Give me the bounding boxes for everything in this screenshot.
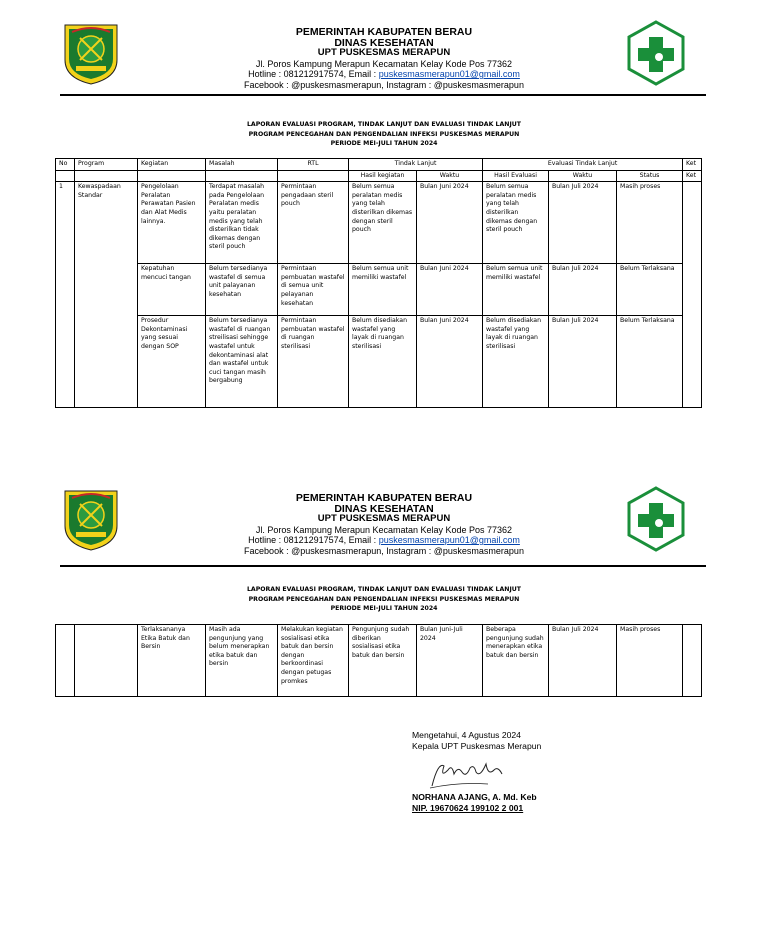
agency-name: DINAS KESEHATAN: [334, 36, 434, 49]
table-row: [56, 625, 702, 697]
cell-ket: [683, 182, 702, 408]
table-row: [56, 316, 702, 408]
cell-waktu-eval: Bulan Juli 2024: [549, 316, 617, 408]
title-line-2: PROGRAM PENCEGAHAN DAN PENGENDALIAN INFEKSI PUSKESMAS MERAPUN: [248, 130, 520, 138]
cell-status: Masih proses: [617, 182, 683, 264]
signer-name: NORHANA AJANG, A. Md. Keb: [412, 792, 537, 802]
header-row-2: [56, 170, 702, 182]
contact-line: [150, 69, 618, 80]
cell-masalah: Belum tersedianya wastafel di ruangan streilisasi sehingge wastafel untuk dekontaminasi alat dan wastafel untuk cuci tangan masih bergabung: [206, 316, 278, 408]
social-media: Facebook : @puskesmasmerapun, Instagram : @puskesmasmerapun: [244, 79, 524, 90]
cell-waktu-eval: Bulan Juli 2024: [549, 264, 617, 316]
letterhead-divider: [60, 565, 706, 567]
berau-regency-logo: [62, 22, 120, 86]
cell-status: Masih proses: [617, 625, 683, 697]
cell-hasil-evaluasi: Belum semua peralatan medis yang telah disterilkan dikemas dengan steril pouch: [483, 182, 549, 264]
cell-no: [56, 625, 75, 697]
title-line-2: PROGRAM PENCEGAHAN DAN PENGENDALIAN INFEKSI PUSKESMAS MERAPUN: [248, 595, 520, 603]
email-link[interactable]: puskesmasmerapun01@gmail.com: [378, 69, 520, 79]
cell-masalah: Masih ada pengunjung yang belum menerapkan etika batuk dan bersin: [206, 625, 278, 697]
col-masalah: Masalah: [206, 159, 278, 171]
cell-status: Belum Terlaksana: [617, 316, 683, 408]
unit-name: UPT PUSKESMAS MERAPUN: [317, 47, 451, 58]
col-waktu: Waktu: [417, 170, 483, 182]
cell-rtl: Permintaan pembuatan wastafel di semua unit pelayanan kesehatan: [278, 264, 349, 316]
cell-hasil-evaluasi: Belum semua unit memiliki wastafel: [483, 264, 549, 316]
cell-hasil-kegiatan: Belum semua peralatan medis yang telah disterilkan dikemas dengan steril pouch: [349, 182, 417, 264]
cell-kegiatan: Kepatuhan mencuci tangan: [138, 264, 206, 316]
email-link[interactable]: puskesmasmerapun01@gmail.com: [378, 535, 520, 545]
cell-no: 1: [56, 182, 75, 408]
handwritten-signature: [428, 756, 508, 792]
unit-name: UPT PUSKESMAS MERAPUN: [317, 513, 451, 524]
signature-block: [412, 730, 541, 814]
puskesmas-logo: [626, 20, 686, 86]
col-ket: Ket: [683, 159, 702, 171]
cell-masalah: Terdapat masalah pada Pengelolaan Peralatan medis yaitu peralatan medis yang telah disterilkan tidak dikemas dengan steril pouch: [206, 182, 278, 264]
cell-hasil-evaluasi: Belum disediakan wastafel yang layak di ruangan sterilisasi: [483, 316, 549, 408]
table-row: [56, 182, 702, 264]
col-ket-2: Ket: [683, 170, 702, 182]
col-rtl: RTL: [278, 159, 349, 171]
page-two: [0, 466, 768, 932]
berau-regency-logo: [62, 488, 120, 552]
title-line-1: LAPORAN EVALUASI PROGRAM, TINDAK LANJUT DAN EVALUASI TINDAK LANJUT: [246, 586, 522, 593]
letterhead: [0, 0, 768, 100]
cell-program: [75, 625, 138, 697]
cell-kegiatan: Prosedur Dekontaminasi yang sesuai dengan SOP: [138, 316, 206, 408]
col-evaluasi: Evaluasi Tindak Lanjut: [483, 159, 683, 171]
agency-name: DINAS KESEHATAN: [334, 502, 434, 515]
cell-hasil-kegiatan: Pengunjung sudah diberikan sosialisasi etika batuk dan bersin: [349, 625, 417, 697]
evaluation-table: [55, 158, 702, 408]
government-name: PEMERINTAH KABUPATEN BERAU: [295, 492, 473, 504]
letterhead-text: [150, 493, 618, 556]
title-line-3: PERIODE MEI-JULI TAHUN 2024: [330, 140, 438, 147]
cell-waktu-eval: Bulan Juli 2024: [549, 182, 617, 264]
col-no: No: [56, 159, 75, 171]
cell-waktu: Bulan Juni 2024: [417, 264, 483, 316]
cell-kegiatan: Terlaksananya Etika Batuk dan Bersin: [138, 625, 206, 697]
table-row: [56, 264, 702, 316]
col-kegiatan: Kegiatan: [138, 159, 206, 171]
cell-rtl: Permintaan pengadaan steril pouch: [278, 182, 349, 264]
col-hasil-kegiatan: Hasil kegiatan: [349, 170, 417, 182]
cell-hasil-evaluasi: Beberapa pengunjung sudah menerapkan etika batuk dan bersin: [483, 625, 549, 697]
hotline: Hotline : 081212917574, Email :: [248, 535, 379, 545]
title-line-1: LAPORAN EVALUASI PROGRAM, TINDAK LANJUT DAN EVALUASI TINDAK LANJUT: [246, 121, 522, 128]
social-media: Facebook : @puskesmasmerapun, Instagram : @puskesmasmerapun: [244, 545, 524, 556]
col-waktu-eval: Waktu: [549, 170, 617, 182]
cell-rtl: Permintaan pembuatan wastafel di ruangan sterilisasi: [278, 316, 349, 408]
report-title: [100, 585, 668, 614]
sign-position: Kepala UPT Puskesmas Merapun: [412, 741, 542, 751]
cell-rtl: Melakukan kegiatan sosialisasi etika batuk dan bersin dengan berkoordinasi dengan petugas promkes: [278, 625, 349, 697]
evaluation-table-continued: [55, 624, 702, 697]
cell-waktu-eval: Bulan Juli 2024: [549, 625, 617, 697]
government-name: PEMERINTAH KABUPATEN BERAU: [295, 26, 473, 38]
cell-masalah: Belum tersedianya wastafel di semua unit palayanan kesehatan: [206, 264, 278, 316]
letterhead: [0, 466, 768, 566]
cell-program: Kewaspadaan Standar: [75, 182, 138, 408]
header-row-1: [56, 159, 702, 171]
cell-waktu: Bulan Juni-Juli 2024: [417, 625, 483, 697]
address: Jl. Poros Kampung Merapun Kecamatan Kelay Kode Pos 77362: [255, 524, 513, 535]
cell-status: Belum Terlaksana: [617, 264, 683, 316]
puskesmas-logo: [626, 486, 686, 552]
contact-line: [150, 535, 618, 546]
sign-date: Mengetahui, 4 Agustus 2024: [412, 730, 521, 740]
cell-kegiatan: Pengelolaan Peralatan Perawatan Pasien dan Alat Medis lainnya.: [138, 182, 206, 264]
col-tindak-lanjut: Tindak Lanjut: [349, 159, 483, 171]
title-line-3: PERIODE MEI-JULI TAHUN 2024: [330, 605, 438, 612]
cell-hasil-kegiatan: Belum semua unit memiliki wastafel: [349, 264, 417, 316]
report-title: [100, 120, 668, 149]
letterhead-text: [150, 27, 618, 90]
signer-nip: NIP. 19670624 199102 2 001: [412, 803, 524, 813]
cell-waktu: Bulan Juni 2024: [417, 316, 483, 408]
col-program: Program: [75, 159, 138, 171]
hotline: Hotline : 081212917574, Email :: [248, 69, 379, 79]
col-hasil-evaluasi: Hasil Evaluasi: [483, 170, 549, 182]
cell-ket: [683, 625, 702, 697]
cell-waktu: Bulan Juni 2024: [417, 182, 483, 264]
cell-hasil-kegiatan: Belum disediakan wastafel yang layak di ruangan sterilisasi: [349, 316, 417, 408]
col-status: Status: [617, 170, 683, 182]
address: Jl. Poros Kampung Merapun Kecamatan Kelay Kode Pos 77362: [255, 58, 513, 69]
letterhead-divider: [60, 94, 706, 96]
